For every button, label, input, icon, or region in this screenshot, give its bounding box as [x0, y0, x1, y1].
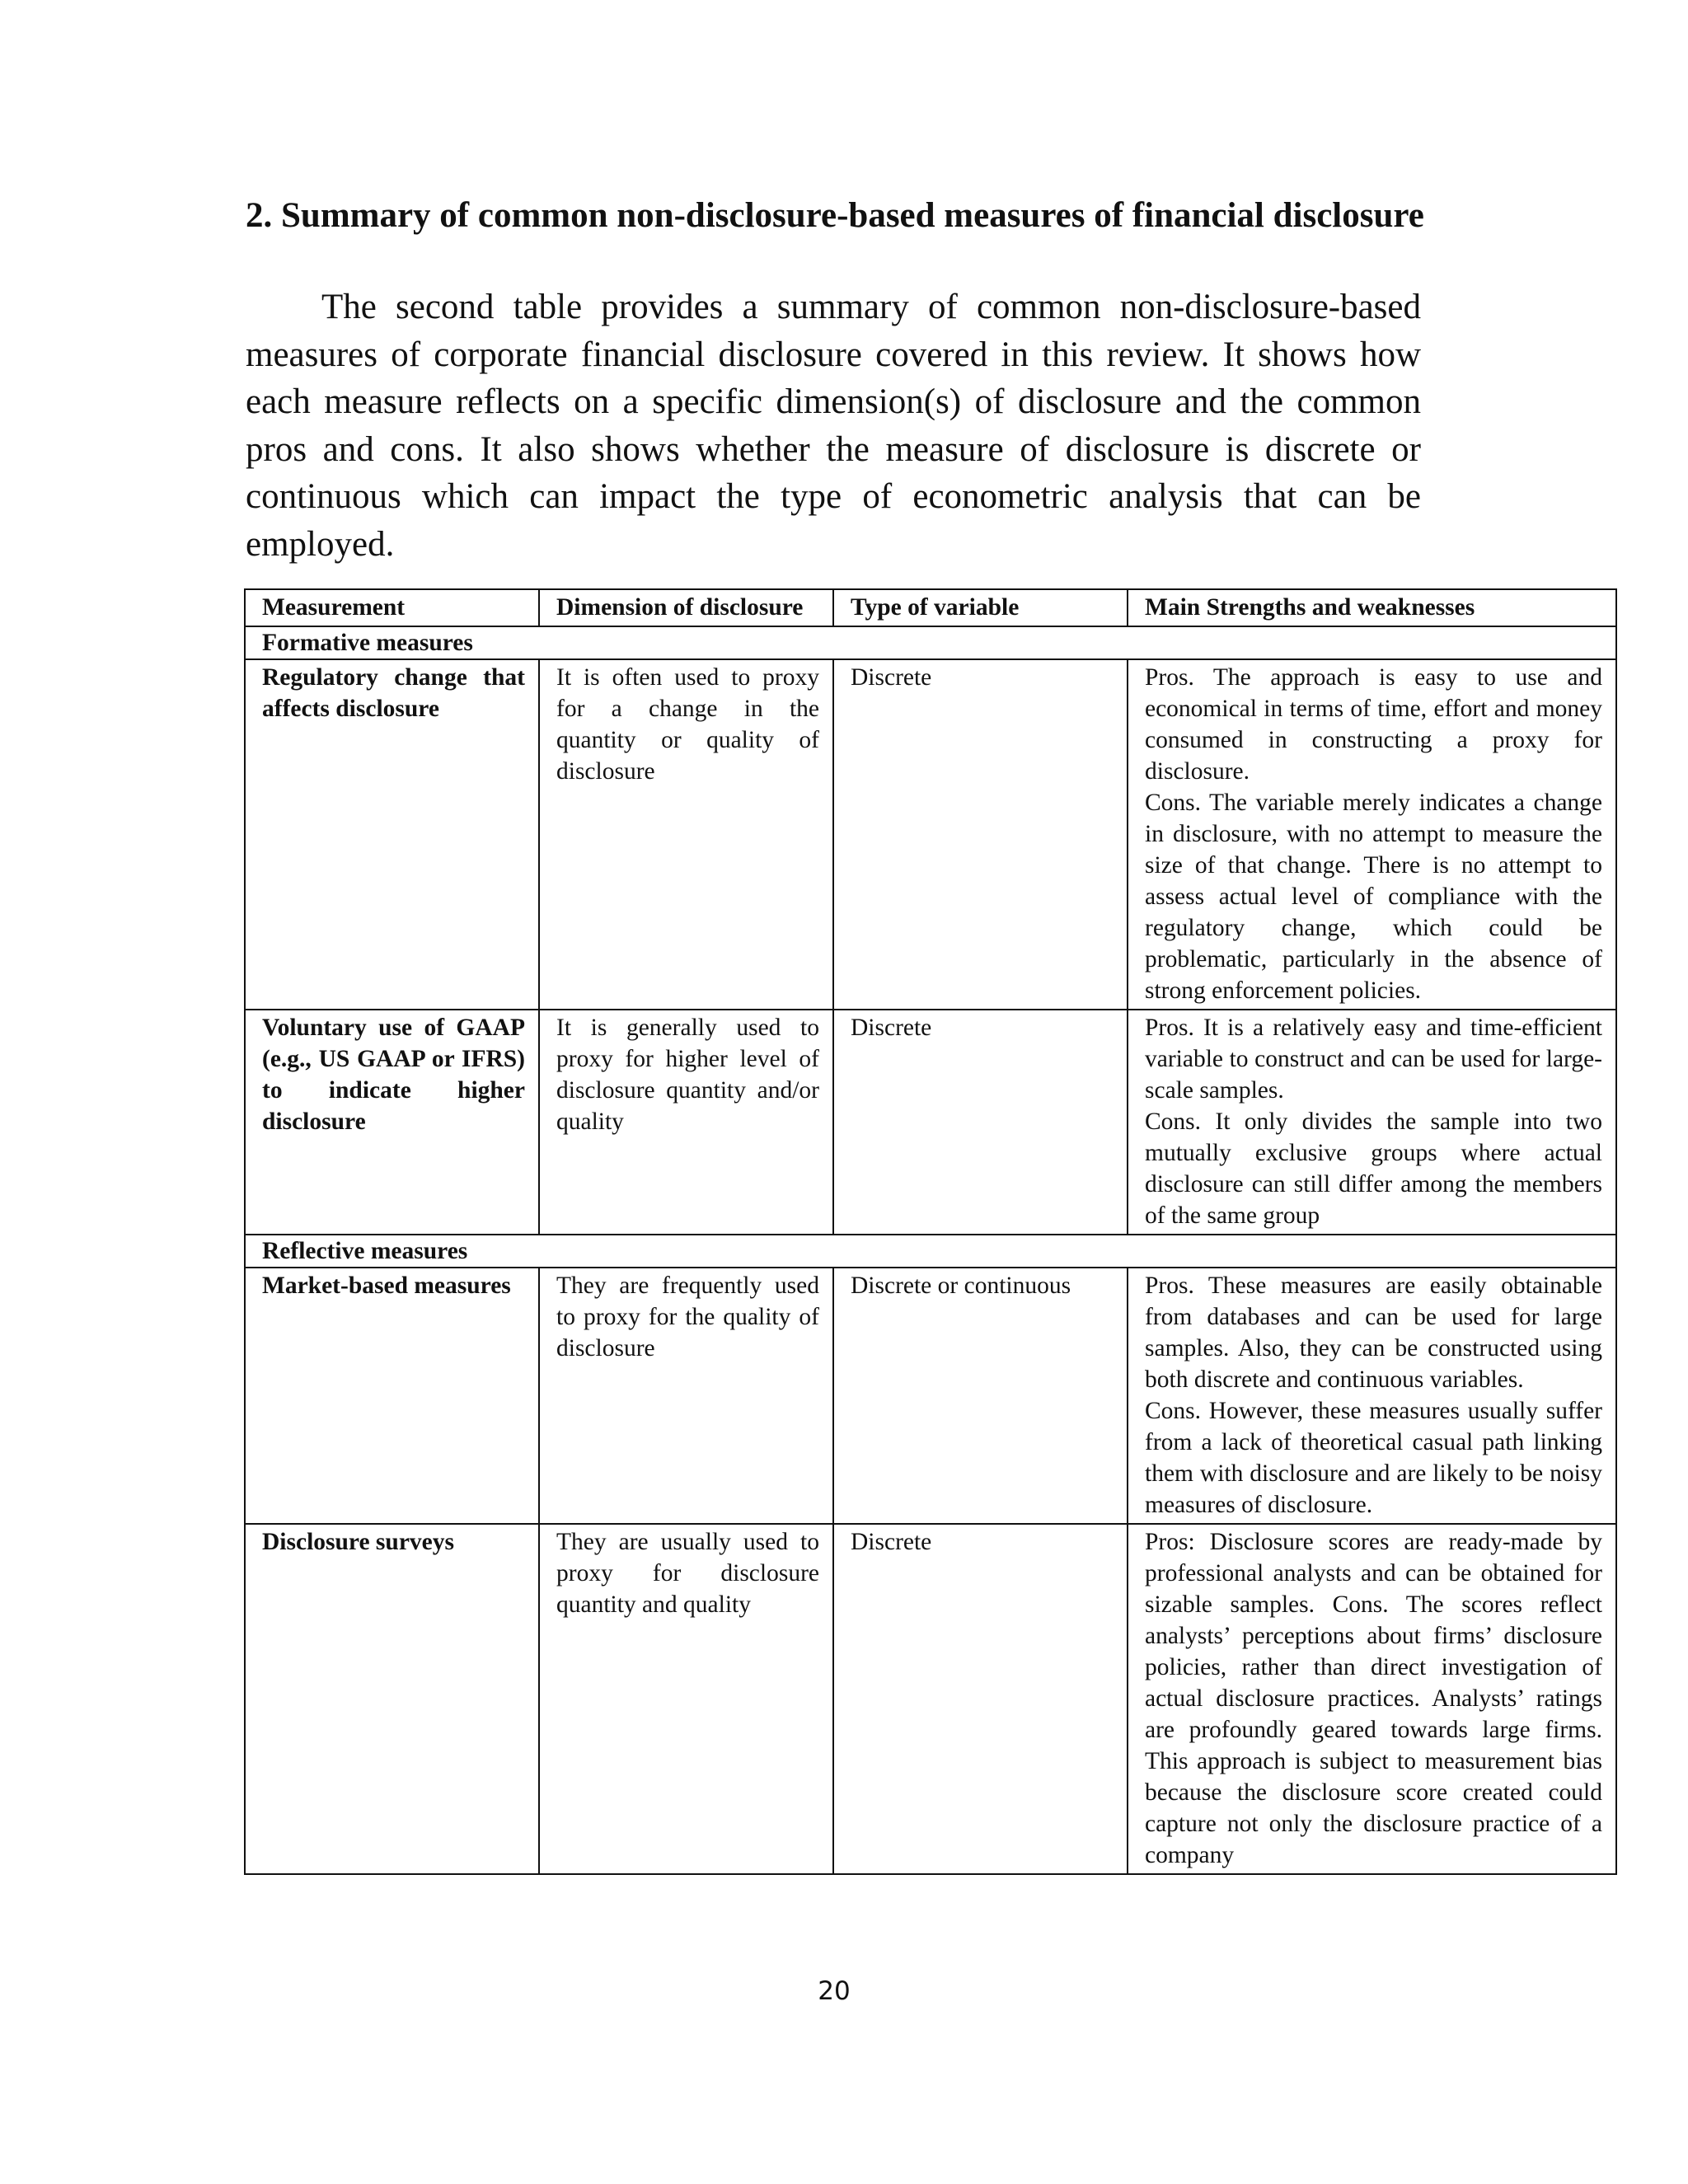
- group-label: Formative measures: [245, 626, 1616, 659]
- intro-paragraph: The second table provides a summary of common non-disclosure-based measures of corporate financial disclosure covered in this review. It shows how each measure reflects on a specific dimension(s) of disclosure and the common pros and cons. It also shows whether the measure of disclosure is discrete or continuous which can impact the type of econometric analysis that can be employed.: [246, 288, 1421, 564]
- measurement-cell: Regulatory change that affects disclosure: [245, 659, 539, 1010]
- pros-text: Pros. These measures are easily obtainable from databases and can be used for large samples. Also, they can be constructed using both discrete and continuous variables.: [1145, 1272, 1602, 1393]
- group-row-reflective: [245, 1235, 1616, 1268]
- type-cell: Discrete or continuous: [833, 1268, 1128, 1524]
- strengths-cell: [1128, 1524, 1616, 1874]
- header-dimension: Dimension of disclosure: [539, 589, 833, 626]
- group-row-formative: [245, 626, 1616, 659]
- strengths-cell: [1128, 1010, 1616, 1235]
- measures-table: [244, 588, 1617, 1875]
- type-cell: Discrete: [833, 1010, 1128, 1235]
- table-row: [245, 1268, 1616, 1524]
- measurement-cell: Market-based measures: [245, 1268, 539, 1524]
- measurement-cell: Voluntary use of GAAP (e.g., US GAAP or IFRS) to indicate higher disclosure: [245, 1010, 539, 1235]
- type-cell: Discrete: [833, 659, 1128, 1010]
- pros-text: Pros: Disclosure scores are ready-made by professional analysts and can be obtained for sizable samples. Cons. The scores reflect analysts’ perceptions about firms’ disclosure policies, rather than direct investigation of actual disclosure practices. Analysts’ ratings are profoundly geared towards large firms. This approach is subject to measurement bias because the disclosure score created could capture not only the disclosure practice of a company: [1145, 1529, 1602, 1868]
- dimension-cell: It is generally used to proxy for higher level of disclosure quantity and/or quality: [539, 1010, 833, 1235]
- table-row: [245, 1010, 1616, 1235]
- measurement-cell: Disclosure surveys: [245, 1524, 539, 1874]
- dimension-cell: They are frequently used to proxy for the quality of disclosure: [539, 1268, 833, 1524]
- section-heading: 2. Summary of common non-disclosure-based measures of financial disclosure: [246, 196, 1424, 235]
- table-header-row: [245, 589, 1616, 626]
- type-cell: Discrete: [833, 1524, 1128, 1874]
- pros-text: Pros. It is a relatively easy and time-efficient variable to construct and can be used for large-scale samples.: [1145, 1015, 1602, 1104]
- header-strengths: Main Strengths and weaknesses: [1128, 589, 1616, 626]
- cons-text: Cons. The variable merely indicates a change in disclosure, with no attempt to measure the size of that change. There is no attempt to assess actual level of compliance with the regulatory change, which could be problematic, particularly in the absence of strong enforcement policies.: [1145, 790, 1602, 1004]
- table-row: [245, 1524, 1616, 1874]
- cons-text: Cons. However, these measures usually suffer from a lack of theoretical casual path linking them with disclosure and are likely to be noisy measures of disclosure.: [1145, 1398, 1602, 1518]
- dimension-cell: They are usually used to proxy for disclosure quantity and quality: [539, 1524, 833, 1874]
- group-label: Reflective measures: [245, 1235, 1616, 1268]
- header-type: Type of variable: [833, 589, 1128, 626]
- pros-text: Pros. The approach is easy to use and economical in terms of time, effort and money consumed in constructing a proxy for disclosure.: [1145, 664, 1602, 785]
- strengths-cell: [1128, 1268, 1616, 1524]
- strengths-cell: [1128, 659, 1616, 1010]
- header-measurement: Measurement: [245, 589, 539, 626]
- page-number: 20: [818, 1976, 851, 2006]
- dimension-cell: It is often used to proxy for a change in the quantity or quality of disclosure: [539, 659, 833, 1010]
- table-row: [245, 659, 1616, 1010]
- cons-text: Cons. It only divides the sample into two mutually exclusive groups where actual disclosure can still differ among the members of the same group: [1145, 1108, 1602, 1229]
